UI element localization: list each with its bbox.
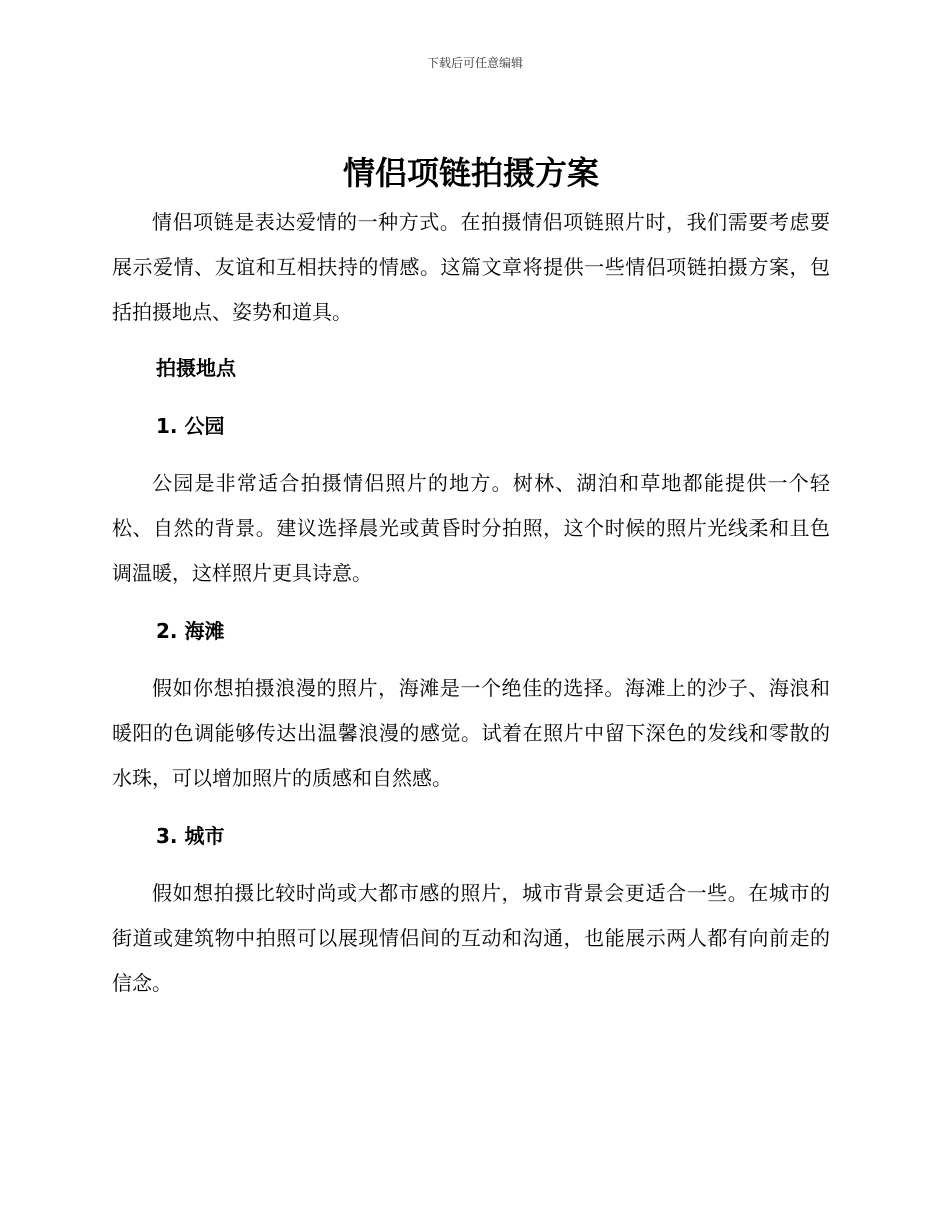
item-heading-park: 1. 公园 — [156, 414, 225, 438]
item-paragraph-park: 公园是非常适合拍摄情侣照片的地方。树林、湖泊和草地都能提供一个轻松、自然的背景。建议选择晨光或黄昏时分拍照，这个时候的照片光线柔和且色调温暖，这样照片更具诗意。 — [112, 471, 830, 585]
section-heading-shooting-locations: 拍摄地点 — [156, 356, 236, 380]
item-heading-beach: 2. 海滩 — [156, 619, 225, 643]
document-body — [112, 150, 830, 1006]
item-heading-city: 3. 城市 — [156, 824, 225, 848]
header-note: 下载后可任意编辑 — [426, 56, 523, 70]
item-paragraph-beach: 假如你想拍摄浪漫的照片，海滩是一个绝佳的选择。海滩上的沙子、海浪和暖阳的色调能够传达出温馨浪漫的感觉。试着在照片中留下深色的发线和零散的水珠，可以增加照片的质感和自然感。 — [112, 676, 830, 790]
item-paragraph-city: 假如想拍摄比较时尚或大都市感的照片，城市背景会更适合一些。在城市的街道或建筑物中拍照可以展现情侣间的互动和沟通，也能展示两人都有向前走的信念。 — [112, 881, 830, 995]
document-title: 情侣项链拍摄方案 — [342, 154, 599, 192]
intro-paragraph: 情侣项链是表达爱情的一种方式。在拍摄情侣项链照片时，我们需要考虑要展示爱情、友谊和互相扶持的情感。这篇文章将提供一些情侣项链拍摄方案，包括拍摄地点、姿势和道具。 — [112, 210, 830, 324]
